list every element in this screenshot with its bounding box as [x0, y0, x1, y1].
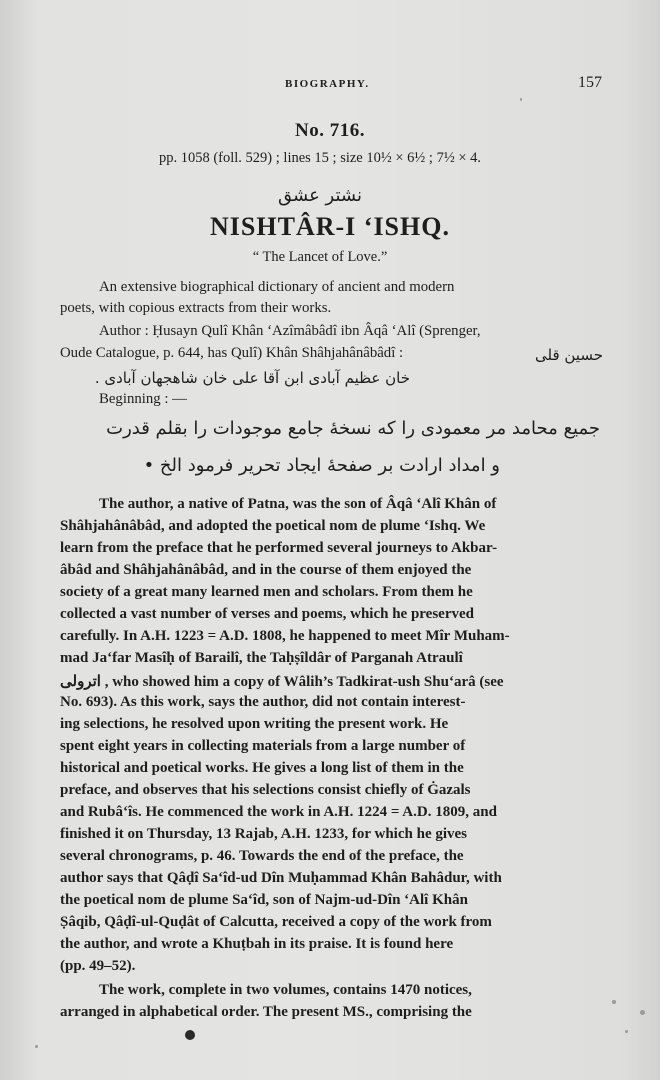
author-line: Oude Catalogue, p. 644, has Qulî) Khân Shâhjahânâbâdî :	[60, 345, 404, 361]
description-line: An extensive biographical dictionary of ancient and modern	[99, 279, 455, 295]
persian-title: نشتر عشق	[278, 185, 362, 206]
description-line: poets, with copious extracts from their works.	[60, 300, 332, 316]
body-line: Ṣâqib, Qâḍî-ul-Quḍât of Calcutta, received a copy of the work from	[60, 914, 492, 930]
body-line: several chronograms, p. 46. Towards the end of the preface, the	[60, 848, 464, 864]
body-line: âbâd and Shâhjahânâbâd, and in the course of them enjoyed the	[60, 562, 472, 578]
body-line: ing selections, he resolved upon writing the present work. He	[60, 716, 449, 732]
author-line: Author : Ḥusayn Qulî Khân ‘Azîmâbâdî ibn Âqâ ‘Alî (Sprenger,	[99, 323, 481, 339]
incipit-line: جمیع محامد مر معمودی را که نسخهٔ جامع موجودات را بقلم قدرت	[106, 418, 600, 439]
scan-speck	[612, 1000, 616, 1004]
body-line: اترولی , who showed him a copy of Wâlih’s Tadkirat-ush Shu‘arâ (see	[60, 674, 504, 690]
running-head-title: BIOGRAPHY.	[285, 78, 370, 90]
running-head	[60, 76, 602, 96]
scan-speck	[625, 1030, 628, 1033]
body-line: preface, and observes that his selections consist chiefly of Ġazals	[60, 782, 471, 798]
body-line: The work, complete in two volumes, contains 1470 notices,	[99, 982, 472, 998]
body-line: spent eight years in collecting materials from a large number of	[60, 738, 466, 754]
scan-speck	[640, 1010, 645, 1015]
author-name-arabic: حسین قلی	[534, 346, 603, 364]
entry-subtitle: “ The Lancet of Love.”	[252, 249, 388, 265]
scan-speck	[35, 1045, 38, 1048]
body-line: the author, and wrote a Khuṭbah in its praise. It is found here	[60, 936, 454, 952]
body-line: society of a great many learned men and scholars. From them he	[60, 584, 473, 600]
body-line: The author, a native of Patna, was the son of Âqâ ‘Alî Khân of	[99, 496, 497, 512]
ink-blot	[185, 1030, 195, 1040]
body-line: Shâhjahânâbâd, and adopted the poetical nom de plume ‘Ishq. We	[60, 518, 486, 534]
body-line: learn from the preface that he performed several journeys to Akbar-	[60, 540, 498, 556]
body-line: finished it on Thursday, 13 Rajab, A.H. 1233, for which he gives	[60, 826, 468, 842]
body-line: No. 693). As this work, says the author, did not contain interest-	[60, 694, 466, 710]
body-line: historical and poetical works. He gives a long list of them in the	[60, 760, 464, 776]
entry-specs: pp. 1058 (foll. 529) ; lines 15 ; size 10½ × 6½ ; 7½ × 4.	[158, 150, 482, 166]
body-line: author says that Qâḍî Sa‘îd-ud Dîn Muḥammad Khân Bahâdur, with	[60, 870, 502, 886]
body-line: arranged in alphabetical order. The present MS., comprising the	[60, 1004, 472, 1020]
entry-number: No. 716.	[295, 120, 365, 141]
body-line: (pp. 49–52).	[60, 958, 136, 974]
entry-title: NISHTÂR-I ‘ISHQ.	[210, 212, 450, 241]
body-line: and Rubâ‘îs. He commenced the work in A.H. 1224 = A.D. 1809, and	[60, 804, 497, 820]
author-name-arabic-continued: خان عظیم آبادی ابن آقا علی خان شاهجهان آبادی .	[94, 369, 410, 387]
body-line: mad Ja‘far Masîḥ of Barailî, the Taḥṣîldâr of Parganah Atraulî	[60, 650, 463, 666]
page-number: 157	[578, 74, 602, 91]
body-line: carefully. In A.H. 1223 = A.D. 1808, he happened to meet Mîr Muham-	[60, 628, 510, 644]
scan-speck	[520, 98, 522, 101]
body-line: collected a vast number of verses and poems, which he preserved	[60, 606, 474, 622]
beginning-label: Beginning : —	[99, 391, 187, 407]
body-line: the poetical nom de plume Sa‘îd, son of Najm-ud-Dîn ‘Alî Khân	[60, 892, 468, 908]
incipit-line: و امداد ارادت بر صفحهٔ ایجاد تحریر فرمود الخ •	[143, 455, 500, 476]
